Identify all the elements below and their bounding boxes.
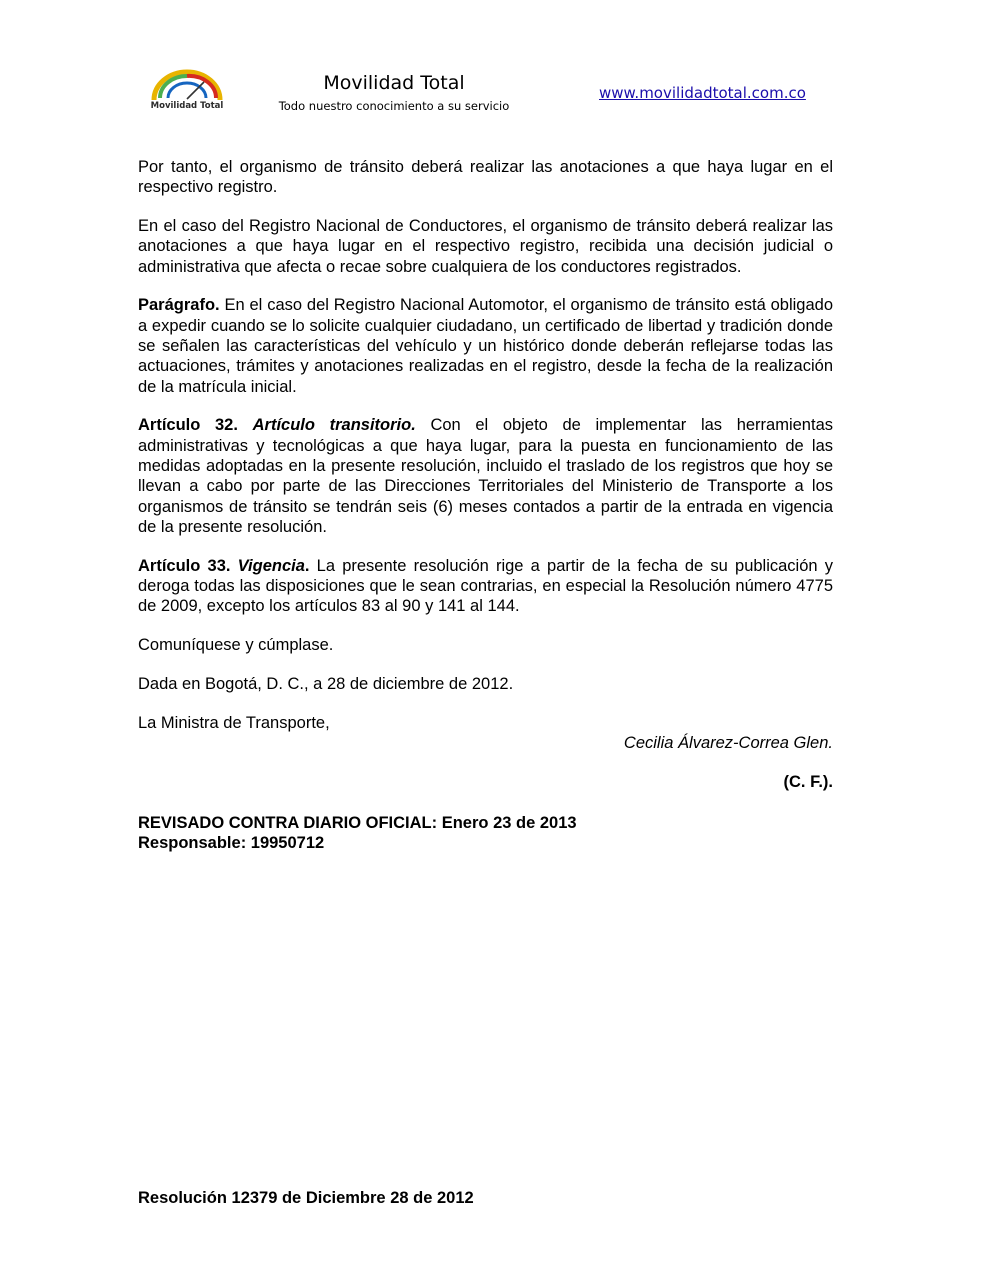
ministra-line: La Ministra de Transporte,: [138, 713, 330, 732]
articulo-33-title: Vigencia: [237, 556, 305, 575]
footer-resolution: Resolución 12379 de Diciembre 28 de 2012: [138, 1189, 474, 1207]
brand-tagline: Todo nuestro conocimiento a su servicio: [278, 99, 510, 113]
paragraph-transito-anotaciones: Por tanto, el organismo de tránsito deberá realizar las anotaciones a que haya lugar en el respectivo registro.: [138, 158, 833, 197]
cf-mark: (C. F.).: [783, 772, 833, 791]
articulo-33-dot: .: [304, 556, 310, 575]
page-header: [0, 0, 990, 130]
responsable-line: Responsable: 19950712: [138, 834, 325, 853]
paragraph-articulo-33: [138, 556, 833, 617]
articulo-33-text: La presente resolución rige a partir de la fecha de su publicación y deroga todas las disposiciones que le sean contrarias, en especial la Resolución número 4775 de 2009, excepto los artículos 83 al 90 y 141 al 144.: [138, 556, 833, 616]
articulo-32-text: Con el objeto de implementar las herramientas administrativas y tecnológicas a que haya lugar, para la puesta en funcionamiento de las medidas adoptadas en la presente resolución, incluido el traslado de los registros que hoy se llevan a cabo por parte de las Direcciones Territoriales del Ministerio de Transporte a los organismos de tránsito se tendrán seis (6) meses contados a partir de la entrada en vigencia de la presente resolución.: [138, 416, 833, 536]
articulo-32-label: Artículo 32.: [138, 416, 238, 435]
revisado-line: REVISADO CONTRA DIARIO OFICIAL: Enero 23 de 2013: [138, 814, 577, 833]
paragraph-articulo-32: [138, 415, 833, 537]
brand-title: Movilidad Total: [323, 72, 465, 94]
articulo-32-title: Artículo transitorio.: [252, 416, 416, 435]
comuniquese-line: Comuníquese y cúmplase.: [138, 636, 334, 655]
paragrafo-text: En el caso del Registro Nacional Automotor, el organismo de tránsito está obligado a expedir cuando se lo solicite cualquier ciudadano, un certificado de libertad y tradición donde se señalen las características del vehículo y un histórico donde deberán reflejarse todas las actuaciones, trámites y anotaciones realizadas en el registro, desde la fecha de la realización de la matrícula inicial.: [138, 296, 833, 396]
dada-line: Dada en Bogotá, D. C., a 28 de diciembre de 2012.: [138, 674, 514, 693]
paragraph-registro-conductores: En el caso del Registro Nacional de Conductores, el organismo de tránsito deberá realizar las anotaciones a que haya lugar en el respectivo registro, recibida una decisión judicial o administrativa que afecta o recae sobre cualquiera de los conductores registrados.: [138, 217, 833, 276]
paragrafo-label: Parágrafo.: [138, 296, 220, 315]
website-link[interactable]: www.movilidadtotal.com.co: [599, 84, 806, 102]
document-body: [138, 157, 833, 854]
signer-name: Cecilia Álvarez-Correa Glen.: [623, 734, 833, 753]
brand-logo: [146, 68, 228, 116]
logo-wordmark: Movilidad Total: [150, 101, 224, 111]
paragraph-paragrafo: [138, 295, 833, 396]
articulo-33-label: Artículo 33.: [138, 556, 231, 575]
gauge-logo-icon: [146, 68, 228, 102]
